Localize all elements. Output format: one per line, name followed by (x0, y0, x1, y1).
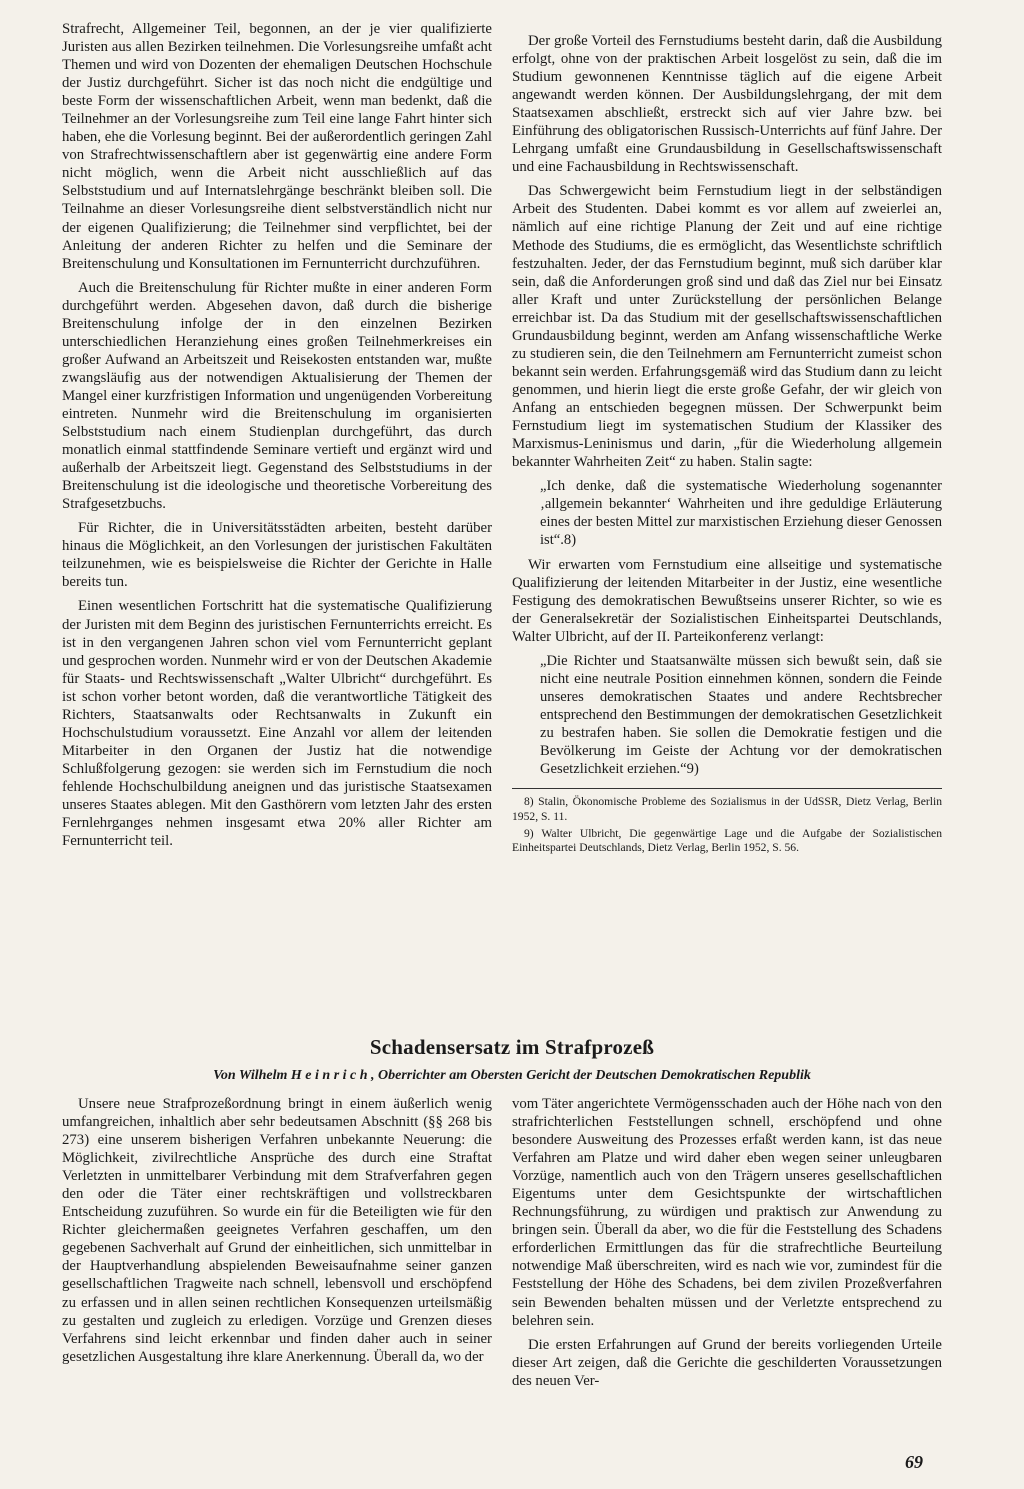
quote-text: „Die Richter und Staatsanwälte müssen sich bewußt sein, daß sie nicht eine neutrale Position einnehmen können, sondern die Feinde unseres demokratischen Staates und andere Rechtsbrecher entsprechend den Bestimmungen der demokratischen Gesetzlichkeit zu bestrafen haben. Sie sollen die Demokratie festigen und die Bevölkerung im Geiste der Achtung vor der demokratischen Gesetzlichkeit erziehen.“9) (540, 653, 942, 778)
page-number: 69 (905, 1452, 923, 1472)
paragraph: Auch die Breitenschulung für Richter mußte in einer anderen Form durchgeführt werden. Abgesehen davon, daß durch die bisherige Breitenschulung infolge der in den einzelnen Bezirken unterschiedlichen Heranziehung eines großen Teilnehmerkreises ein großer Aufwand an Arbeitszeit und Reisekosten entstanden war, mußte zwangsläufig aus der notwendigen Aktualisierung der Themen der Mangel einer kurzfristigen Information und ungenügenden Vorbereitung eintreten. Nunmehr wird die Breitenschulung im organisierten Selbststudium nach einem Studienplan durchgeführt, das durch monatlich einmal stattfindende Seminare vertieft und ergänzt wird und außerhalb der Arbeitszeit liegt. Gegenstand des Selbststudiums in der Breitenschulung ist die ideologische und theoretische Vorbereitung des Strafgesetzbuchs. (62, 279, 492, 513)
paragraph: Der große Vorteil des Fernstudiums besteht darin, daß die Ausbildung erfolgt, ohne von der praktischen Arbeit losgelöst zu sein, daß die im Studium gewonnenen Kenntnisse täglich auf die eigene Arbeit angewandt werden können. Der Ausbildungslehrgang, der mit dem Staatsexamen abschließt, erstreckt sich auf vier Jahre bzw. bei Einführung des obligatorischen Russisch-Unterrichts auf fünf Jahre. Der Lehrgang umfaßt eine Grundausbildung in Gesellschaftswissenschaft und eine Fachausbildung in Rechtswissenschaft. (512, 33, 942, 176)
quote-text: „Ich denke, daß die systematische Wiederholung sogenannter ‚allgemein bekannter‘ Wahrheiten und ihre geduldige Erläuterung eines der besten Mittel zur marxistischen Erziehung dieser Genossen ist“.8) (540, 478, 943, 549)
paragraph: Wir erwarten vom Fernstudium eine allseitige und systematische Qualifizierung der leitenden Mitarbeiter in der Justiz, eine wesentliche Festigung des demokratischen Bewußtseins unserer Richter, so wie es der Generalsekretär der Sozialistischen Einheitspartei Deutschlands, Walter Ulbricht, auf der II. Parteikonferenz verlangt: (512, 557, 942, 646)
article-left-column (62, 1095, 492, 1372)
footnotes (512, 788, 942, 855)
top-right-column (512, 32, 942, 858)
footnote-8: 8) Stalin, Ökonomische Probleme des Sozialismus in der UdSSR, Dietz Verlag, Berlin 1952, S. 11. (512, 795, 942, 823)
top-left-column (62, 20, 492, 856)
paragraph: vom Täter angerichtete Vermögensschaden auch der Höhe nach von den strafrichterlichen Feststellungen schnell, erschöpfend und ohne besondere Ausweitung des Prozesses erfaßt werden kann, ist das neue Verfahren am Platze und wird daher eben wegen seiner unleugbaren Vorzüge, namentlich auch von den Trägern unseres gesellschaftlichen Eigentums unter dem Gesichtspunkte der wirtschaftlichen Rechnungsführung, zu würdigen und praktisch zur Anwendung zu bringen sein. Überall da aber, wo die für die Feststellung des Schadens erforderlichen Ermittlungen das für die strafrechtliche Beurteilung notwendige Maß überschreiten, wird es nach wie vor, zumindest für die Feststellung der Höhe des Schadens, bei dem zivilen Prozeßverfahren sein Bewenden behalten müssen und der Verletzte entsprechend zu belehren sein. (512, 1096, 942, 1329)
article-title: Schadensersatz im Strafprozeß (369, 1035, 655, 1059)
article-byline: Von Wilhelm H e i n r i c h , Oberrichter am Obersten Gericht der Deutschen Demokratischen Republik (213, 1068, 811, 1083)
paragraph: Das Schwergewicht beim Fernstudium liegt in der selbständigen Arbeit des Studenten. Dabei kommt es vor allem auf zweierlei an, nämlich auf eine richtige Planung der Zeit und auf eine richtige Methode des Studiums, die es ermöglicht, das Wesentlichste schriftlich festzuhalten. Jeder, der das Fernstudium beginnt, muß sich darüber klar sein, daß die Anforderungen groß sind und daß das Ziel nur bei Einsatz aller Kraft und unter Zurückstellung der persönlichen Belange erreichbar ist. Da das Studium mit der gesellschaftswissenschaftlichen Grundausbildung beginnt, werden am Anfang wissenschaftliche Werke zu studieren sein, die den Teilnehmern am Fernunterricht zumeist schon bekannt sein werden. Erfahrungsgemäß wird das Studium dann zu leicht genommen, und hierin liegt die erste große Gefahr, der wir gleich von Anfang an entschieden begegnen müssen. Der Schwerpunkt beim Fernstudium liegt im systematischen Studium der Klassiker des Marxismus-Leninismus und darin, „für die Wiederholung allgemein bekannter Wahrheiten Zeit“ zu haben. Stalin sagte: (512, 183, 942, 471)
quote-stalin (540, 477, 942, 549)
paragraph: Strafrecht, Allgemeiner Teil, begonnen, an der je vier qualifizierte Juristen aus allen Bezirken teilnehmen. Die Vorlesungsreihe umfaßt acht Themen und wird von Dozenten der ehemaligen Deutschen Hochschule der Justiz durchgeführt. Sicher ist das noch nicht die endgültige und beste Form der wissenschaftlichen Arbeit, wenn man bedenkt, daß die Teilnehmer an der Vorlesungsreihe zum Teil eine lange Fahrt hinter sich haben, ehe die Vorlesung beginnt. Bei der außerordentlich geringen Zahl von Strafrechtwissenschaftlern aber ist gegenwärtig eine andere Form nicht möglich, wenn die Arbeit nicht ausschließlich auf das Selbststudium und auf Internatslehrgänge beschränkt bleiben soll. Die Teilnahme an dieser Vorlesungsreihe dient selbstverständlich nicht nur der eigenen Qualifizierung; die Teilnehmer sind verpflichtet, bei der Anleitung der anderen Richter zu helfen und die Seminare der Breitenschulung und Konsultationen im Fernunterricht durchzuführen. (62, 21, 492, 272)
paragraph: Unsere neue Strafprozeßordnung bringt in einem äußerlich wenig umfangreichen, inhaltlich aber sehr bedeutsamen Abschnitt (§§ 268 bis 273) eine unserem bisherigen Verfahren unbekannte Neuerung: die Möglichkeit, zivilrechtliche Ansprüche des durch eine Straftat Verletzten in unmittelbarer Verbindung mit dem Strafverfahren gegen den oder die Täter einer rechtskräftigen und vollstreckbaren Entscheidung zuzuführen. So wurde ein für die Beteiligten wie für den Richter gleichermaßen geeignetes Verfahren geschaffen, um den gegebenen Sachverhalt auf Grund der einheitlichen, sich unmittelbar in der Hauptverhandlung abspielenden Beweisaufnahme seiner ganzen gesellschaftlichen Tragweite nach schnell, lebensvoll und erschöpfend zu erfassen und in allen seinen rechtlichen Konsequenzen urteilsmäßig zu gestalten und zugleich zu erledigen. Vorzüge und Grenzen dieses Verfahrens sind leicht erkennbar und finden daher auch in seiner gesetzlichen Ausgestaltung ihre klare Anerkennung. Überall da, wo der (62, 1096, 492, 1365)
article-right-column (512, 1095, 942, 1396)
paragraph: Die ersten Erfahrungen auf Grund der bereits vorliegenden Urteile dieser Art zeigen, daß die Gerichte die geschilderten Voraussetzungen des neuen Ver- (512, 1336, 942, 1389)
paragraph: Einen wesentlichen Fortschritt hat die systematische Qualifizierung der Juristen mit dem Beginn des juristischen Fernunterrichts erreicht. Es ist in den vergangenen Jahren schon viel vom Fernunterricht geplant und gesprochen worden. Nunmehr wird er von der Deutschen Akademie für Staats- und Rechtswissenschaft „Walter Ulbricht“ durchgeführt. Es ist schon vorher betont worden, daß die verantwortliche Tätigkeit des Richters, Staatsanwalts oder Rechtsanwalts in Zukunft ein Hochschulstudium voraussetzt. Eine Anzahl vor allem der leitenden Mitarbeiter in den Organen der Justiz hat die notwendige Schlußfolgerung gezogen: sie werden sich im Fernstudium die noch fehlende Hochschulbildung aneignen und das juristische Staatsexamen unseres Staates ablegen. Mit den Gasthörern vom letzten Jahr des ersten Fernlehrganges nehmen insgesamt etwa 20% aller Richter am Fernunterricht teil. (62, 598, 492, 850)
paragraph: Für Richter, die in Universitätsstädten arbeiten, besteht darüber hinaus die Möglichkeit, an den Vorlesungen der juristischen Fakultäten teilzunehmen, wie es beispielsweise die Richter der Gerichte in Halle bereits tun. (62, 520, 492, 591)
footnote-9: 9) Walter Ulbricht, Die gegenwärtige Lage und die Aufgabe der Sozialistischen Einheitspartei Deutschlands, Dietz Verlag, Berlin 1952, S. 56. (512, 826, 942, 855)
quote-ulbricht (540, 652, 942, 778)
